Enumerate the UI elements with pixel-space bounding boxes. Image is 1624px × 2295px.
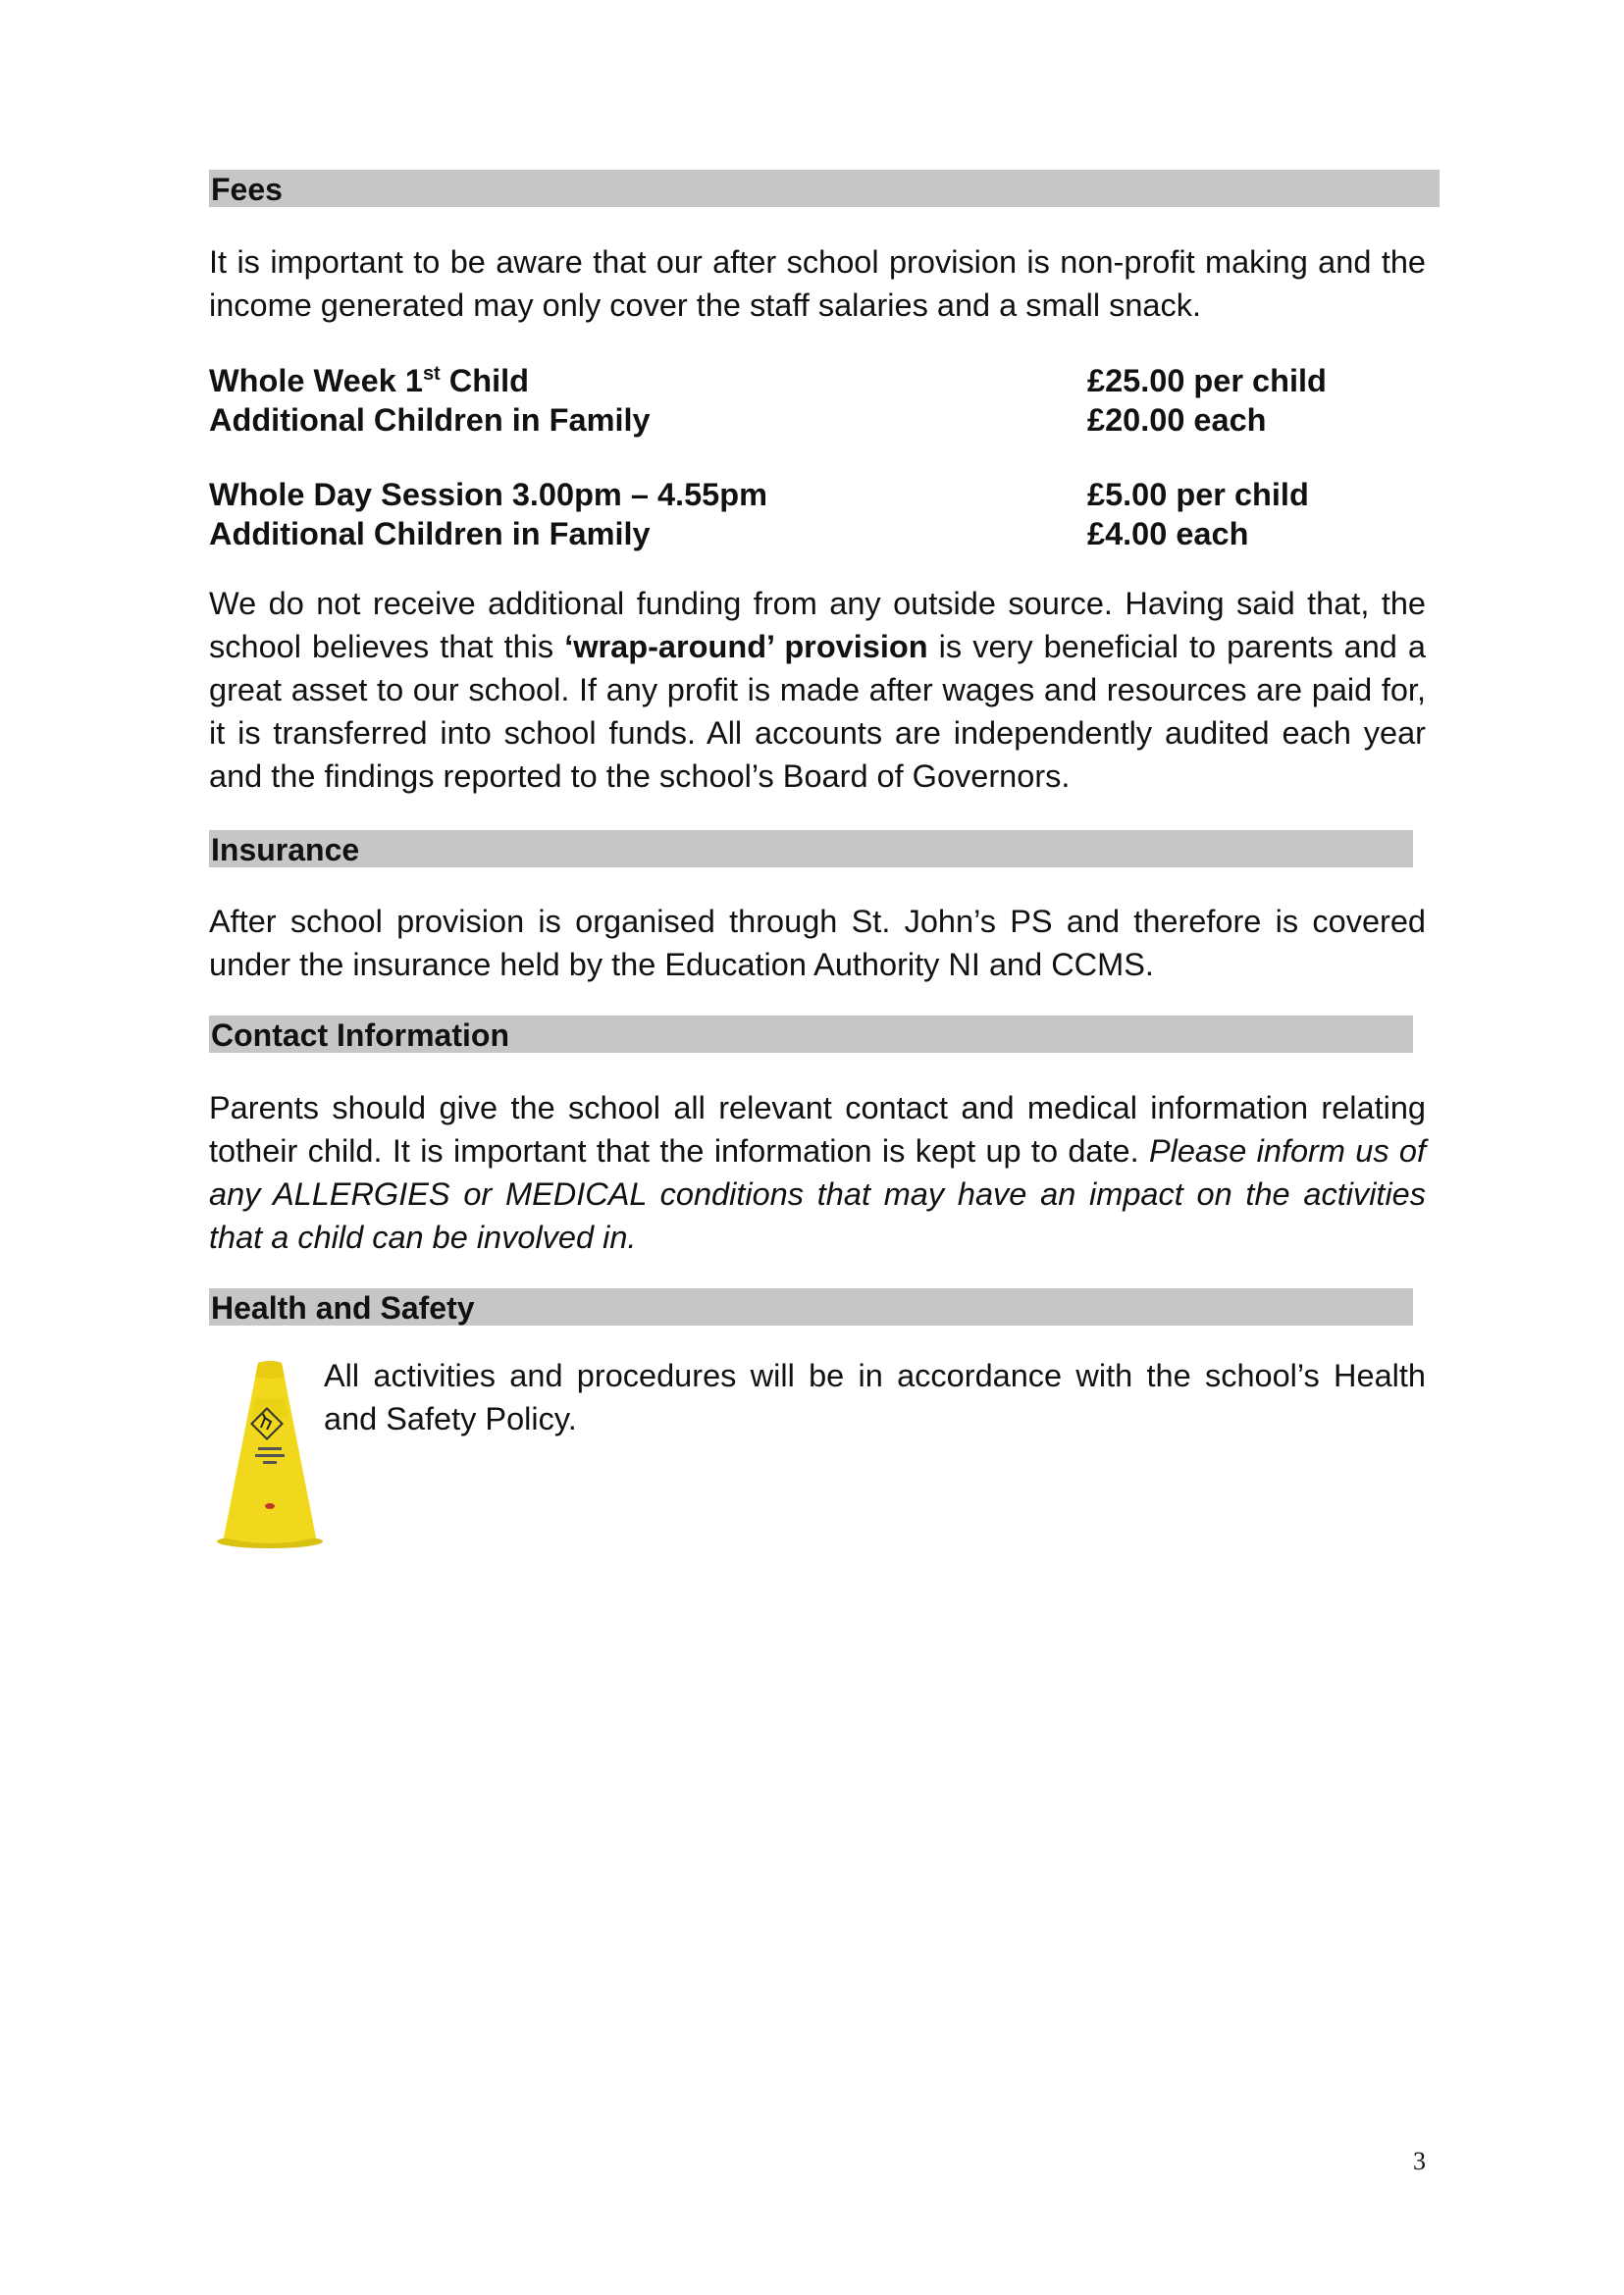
contact-heading: Contact Information: [209, 1016, 1413, 1053]
caution-cone-icon: [214, 1359, 327, 1550]
health-heading: Health and Safety: [209, 1288, 1413, 1326]
fee-price: £25.00 per child: [1087, 363, 1327, 398]
insurance-heading: Insurance: [209, 830, 1413, 867]
contact-paragraph: Parents should give the school all relevant contact and medical information relating totheir child. It is important that the information is kept up to date. Please inform us of any ALLERGIES or MEDICAL conditions that may have an impact on the activities that a child can be involved in.: [209, 1090, 1427, 1255]
fee-label: Whole Day Session 3.00pm – 4.55pm: [209, 477, 767, 512]
fee-label: Whole Week 1st Child: [209, 363, 529, 398]
health-paragraph: All activities and procedures will be in accordance with the school’s Health and Safety Policy.: [324, 1358, 1426, 1436]
fee-label: Additional Children in Family: [209, 402, 651, 438]
fee-price: £20.00 each: [1087, 402, 1267, 438]
fees-intro: It is important to be aware that our after school provision is non-profit making and the income generated may only cover the staff salaries and a small snack.: [209, 244, 1426, 323]
fee-price: £4.00 each: [1087, 516, 1249, 551]
funding-paragraph: We do not receive additional funding from any outside source. Having said that, the school believes that this ‘wrap-around’ provision is very beneficial to parents and a great asset to our school. If any profit is made after wages and resources are paid for, it is transferred into school funds. All accounts are independently audited each year and the findings reported to the school’s Board of Governors.: [209, 586, 1426, 794]
fee-label: Additional Children in Family: [209, 516, 651, 551]
insurance-paragraph: After school provision is organised through St. John’s PS and therefore is covered under the insurance held by the Education Authority NI and CCMS.: [209, 904, 1426, 982]
page-number: 3: [1413, 2147, 1426, 2175]
fees-heading: Fees: [209, 170, 1440, 207]
fee-price: £5.00 per child: [1087, 477, 1309, 512]
